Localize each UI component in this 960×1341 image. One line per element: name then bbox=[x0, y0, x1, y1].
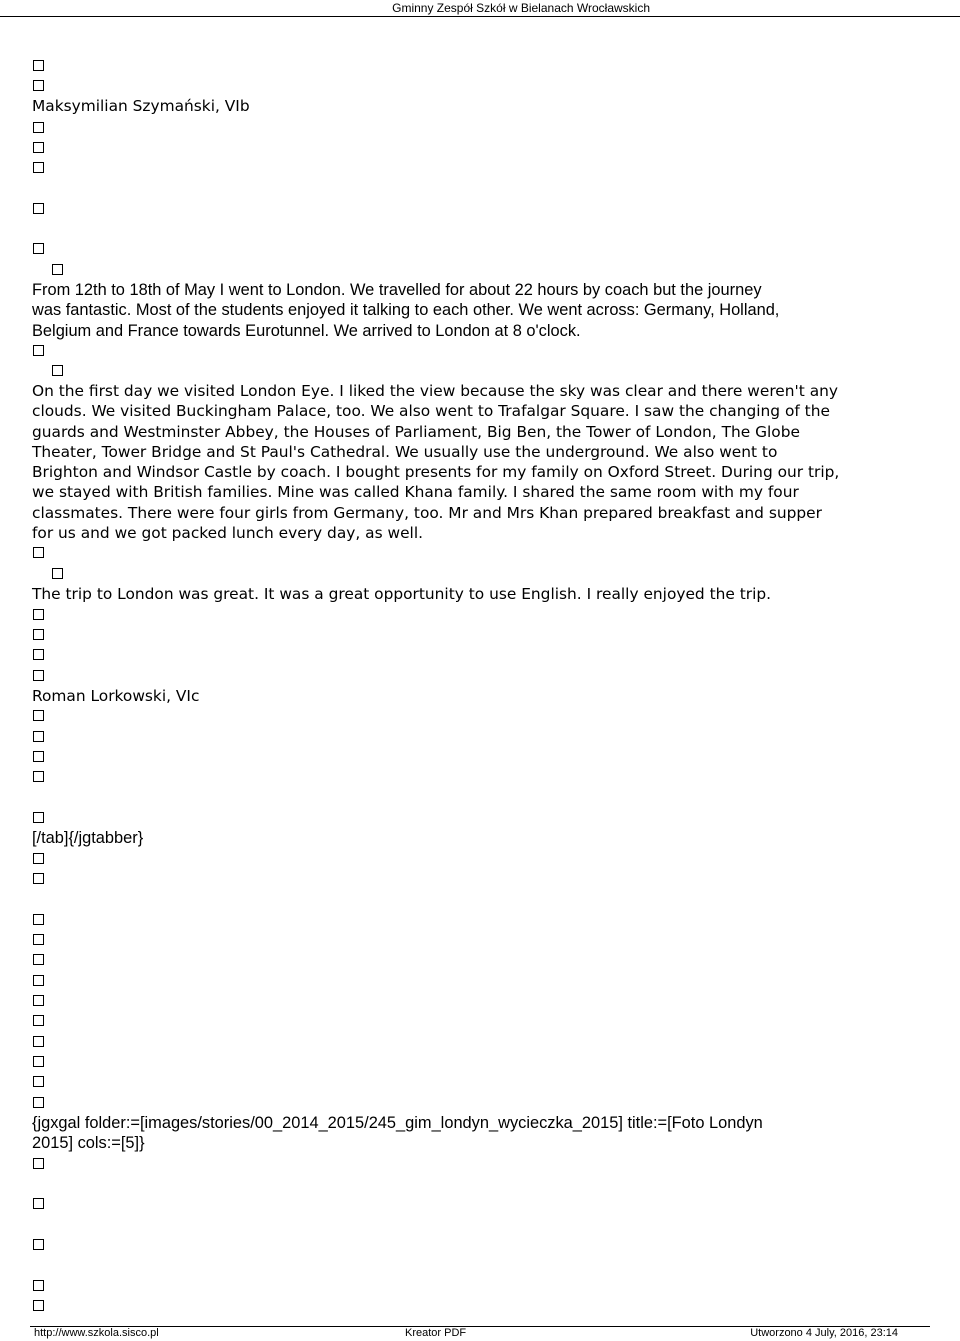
gallery-code-text bbox=[32, 1113, 932, 1154]
paragraph-conclusion: The trip to London was great. It was a great opportunity to use English. I really enjoyed the trip. bbox=[32, 585, 772, 603]
checkbox-icon bbox=[33, 80, 44, 91]
checkbox-icon bbox=[33, 1056, 44, 1067]
footer-creator: Kreator PDF bbox=[405, 1327, 467, 1339]
checkbox-icon bbox=[33, 629, 44, 640]
text-line: was fantastic. Most of the students enjoyed it talking to each other. We went across: Germany, Holland, bbox=[32, 301, 780, 320]
checkbox-icon bbox=[33, 1239, 44, 1250]
text-line: Belgium and France towards Eurotunnel. We arrived to London at 8 o'clock. bbox=[32, 321, 581, 340]
checkbox-icon bbox=[33, 243, 44, 254]
checkbox-icon bbox=[33, 670, 44, 681]
text-line: On the first day we visited London Eye. I liked the view because the sky was clear and there weren't any bbox=[32, 382, 838, 400]
footer-url-link[interactable]: http://www.szkola.sisco.pl bbox=[34, 1327, 159, 1339]
text-line: for us and we got packed lunch every day, as well. bbox=[32, 524, 423, 543]
checkbox-icon bbox=[33, 1158, 44, 1169]
text-line: Brighton and Windsor Castle by coach. I bought presents for my family on Oxford Street. During our trip, bbox=[32, 463, 840, 482]
tab-code-text: [/tab]{/jgtabber} bbox=[32, 829, 144, 847]
header-divider bbox=[0, 16, 960, 17]
checkbox-icon bbox=[33, 345, 44, 356]
checkbox-icon bbox=[33, 1280, 44, 1291]
text-line: Theater, Tower Bridge and St Paul's Cathedral. We usually use the underground. We also went to bbox=[32, 442, 778, 461]
checkbox-icon bbox=[33, 609, 44, 620]
text-line: guards and Westminster Abbey, the Houses of Parliament, Big Ben, the Tower of London, The Globe bbox=[32, 422, 800, 441]
text-line: we stayed with British families. Mine was called Khana family. I shared the same room with my four bbox=[32, 483, 799, 502]
checkbox-icon bbox=[33, 731, 44, 742]
school-name: Gminny Zespół Szkół w Bielanach Wrocławskich bbox=[392, 1, 650, 15]
footer-timestamp: Utworzono 4 July, 2016, 23:14 bbox=[750, 1327, 898, 1339]
paragraph-journey bbox=[32, 280, 932, 341]
checkbox-icon bbox=[33, 1036, 44, 1047]
checkbox-icon bbox=[52, 264, 63, 275]
checkbox-icon bbox=[52, 568, 63, 579]
page-footer bbox=[0, 1326, 960, 1341]
checkbox-icon bbox=[33, 975, 44, 986]
checkbox-icon bbox=[33, 1076, 44, 1087]
page-header bbox=[0, 0, 960, 16]
checkbox-icon bbox=[33, 1300, 44, 1311]
text-line: clouds. We visited Buckingham Palace, too. We also went to Trafalgar Square. I saw the changing of the bbox=[32, 402, 830, 421]
checkbox-icon bbox=[33, 812, 44, 823]
text-line: 2015] cols:=[5]} bbox=[32, 1134, 145, 1153]
checkbox-icon bbox=[33, 1097, 44, 1108]
checkbox-icon bbox=[33, 710, 44, 721]
checkbox-icon bbox=[33, 934, 44, 945]
text-line: {jgxgal folder:=[images/stories/00_2014_2015/245_gim_londyn_wycieczka_2015] title:=[Foto Londyn bbox=[32, 1114, 763, 1132]
checkbox-icon bbox=[33, 203, 44, 214]
text-line: From 12th to 18th of May I went to London. We travelled for about 22 hours by coach but the journey bbox=[32, 281, 762, 299]
checkbox-icon bbox=[33, 162, 44, 173]
checkbox-icon bbox=[52, 365, 63, 376]
checkbox-icon bbox=[33, 60, 44, 71]
author-name: Maksymilian Szymański, VIb bbox=[32, 97, 250, 115]
checkbox-icon bbox=[33, 853, 44, 864]
checkbox-icon bbox=[33, 1015, 44, 1026]
checkbox-icon bbox=[33, 995, 44, 1006]
checkbox-icon bbox=[33, 142, 44, 153]
text-line: classmates. There were four girls from Germany, too. Mr and Mrs Khan prepared breakfast and supper bbox=[32, 503, 822, 522]
checkbox-icon bbox=[33, 649, 44, 660]
paragraph-visit bbox=[32, 381, 932, 543]
checkbox-icon bbox=[33, 751, 44, 762]
checkbox-icon bbox=[33, 547, 44, 558]
author-name: Roman Lorkowski, VIc bbox=[32, 687, 200, 705]
checkbox-icon bbox=[33, 1198, 44, 1209]
checkbox-icon bbox=[33, 122, 44, 133]
checkbox-icon bbox=[33, 954, 44, 965]
checkbox-icon bbox=[33, 914, 44, 925]
checkbox-icon bbox=[33, 771, 44, 782]
checkbox-icon bbox=[33, 873, 44, 884]
